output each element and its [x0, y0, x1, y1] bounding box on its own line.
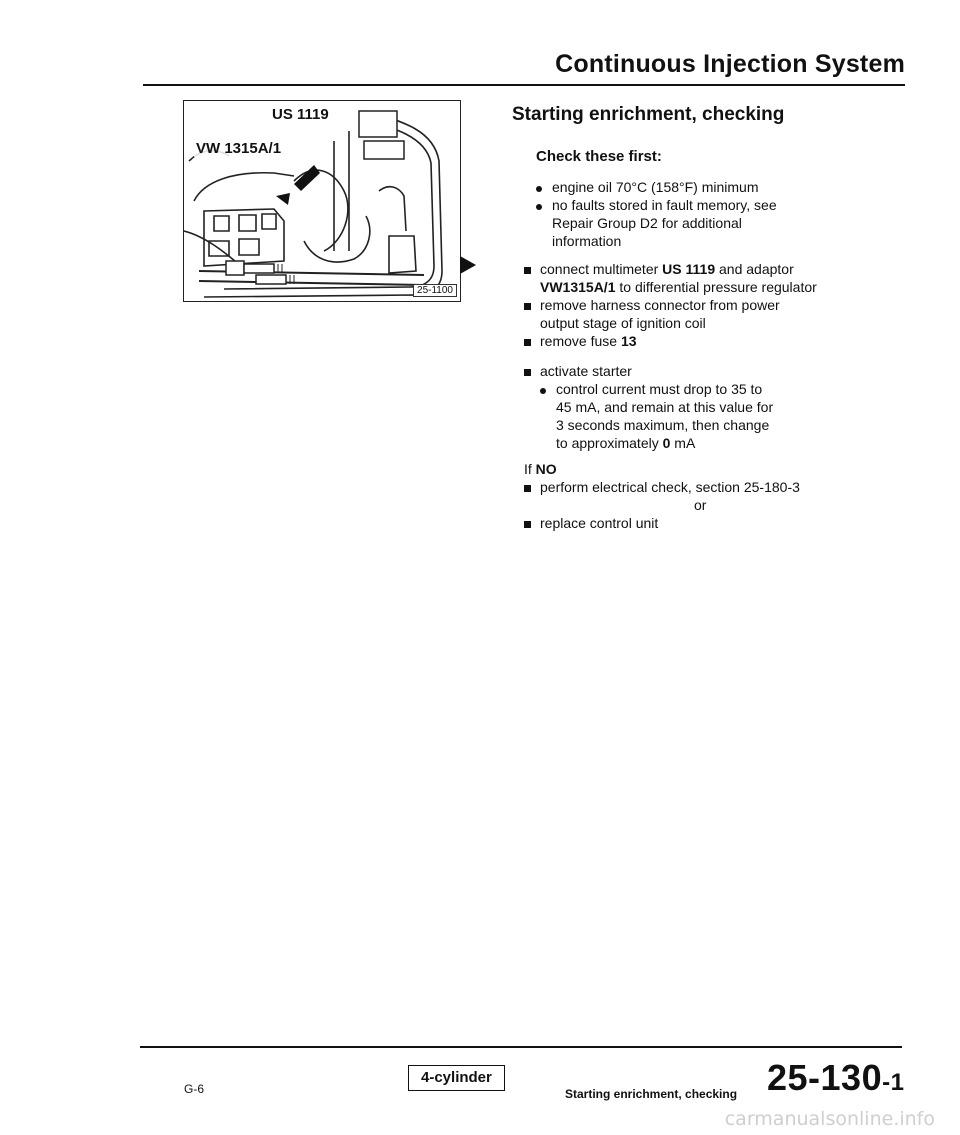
bullet-square-icon [524, 296, 531, 314]
check-first-heading: Check these first: [536, 148, 662, 165]
bullet-square-icon [524, 332, 531, 350]
bullet-square-icon [524, 514, 531, 532]
bullet-dot-icon [540, 380, 546, 398]
remedy-electrical-check: perform electrical check, section 25-180-3 [524, 478, 904, 496]
remedy-or: or [694, 497, 707, 513]
step-remove-harness: remove harness connector from power output stage of ignition coil [524, 296, 904, 332]
bullet-dot-icon [536, 196, 542, 214]
check-item-fault-memory: no faults stored in fault memory, see Repair Group D2 for additional information [536, 196, 896, 250]
bullet-dot-icon [536, 178, 542, 196]
if-no-condition: If NO [524, 461, 557, 477]
page-header-title: Continuous Injection System [555, 50, 905, 78]
variant-badge: 4-cylinder [408, 1065, 505, 1091]
check-item-oil: engine oil 70°C (158°F) minimum [536, 178, 896, 196]
step-remove-fuse: remove fuse 13 [524, 332, 904, 350]
step-connect-multimeter: connect multimeter US 1119 and adaptor VW1315A/1 to differential pressure regulator [524, 260, 904, 296]
bullet-square-icon [524, 478, 531, 496]
bullet-square-icon [524, 362, 531, 380]
footer-caption: Starting enrichment, checking [565, 1087, 738, 1101]
tool-label-us1119: US 1119 [272, 106, 329, 123]
remedy-replace-unit: replace control unit [524, 514, 904, 532]
engine-drawing [184, 101, 460, 301]
footer-rule [140, 1046, 902, 1048]
header-rule [143, 84, 905, 86]
section-title: Starting enrichment, checking [512, 104, 785, 125]
watermark: carmanualsonline.info [724, 1108, 935, 1130]
step-list-prep [524, 260, 904, 350]
step-activate-starter: activate starter control current must drop to 35 to 45 mA, and remain at this value for 3 seconds maximum, then change to approximately 0 mA [524, 362, 904, 452]
footer-code: G-6 [184, 1082, 205, 1096]
remedy-list [524, 478, 904, 532]
check-list [536, 178, 896, 250]
engine-illustration [183, 100, 461, 302]
tool-label-vw1315a: VW 1315A/1 [196, 140, 282, 157]
reference-arrow-icon [460, 256, 476, 274]
bullet-square-icon [524, 260, 531, 278]
figure-number: 25-1100 [413, 284, 457, 297]
sub-item-control-current: control current must drop to 35 to 45 mA, and remain at this value for 3 seconds maximum, then change to approximately 0 mA [540, 380, 904, 452]
page-number: 25-130-1 [767, 1057, 905, 1098]
